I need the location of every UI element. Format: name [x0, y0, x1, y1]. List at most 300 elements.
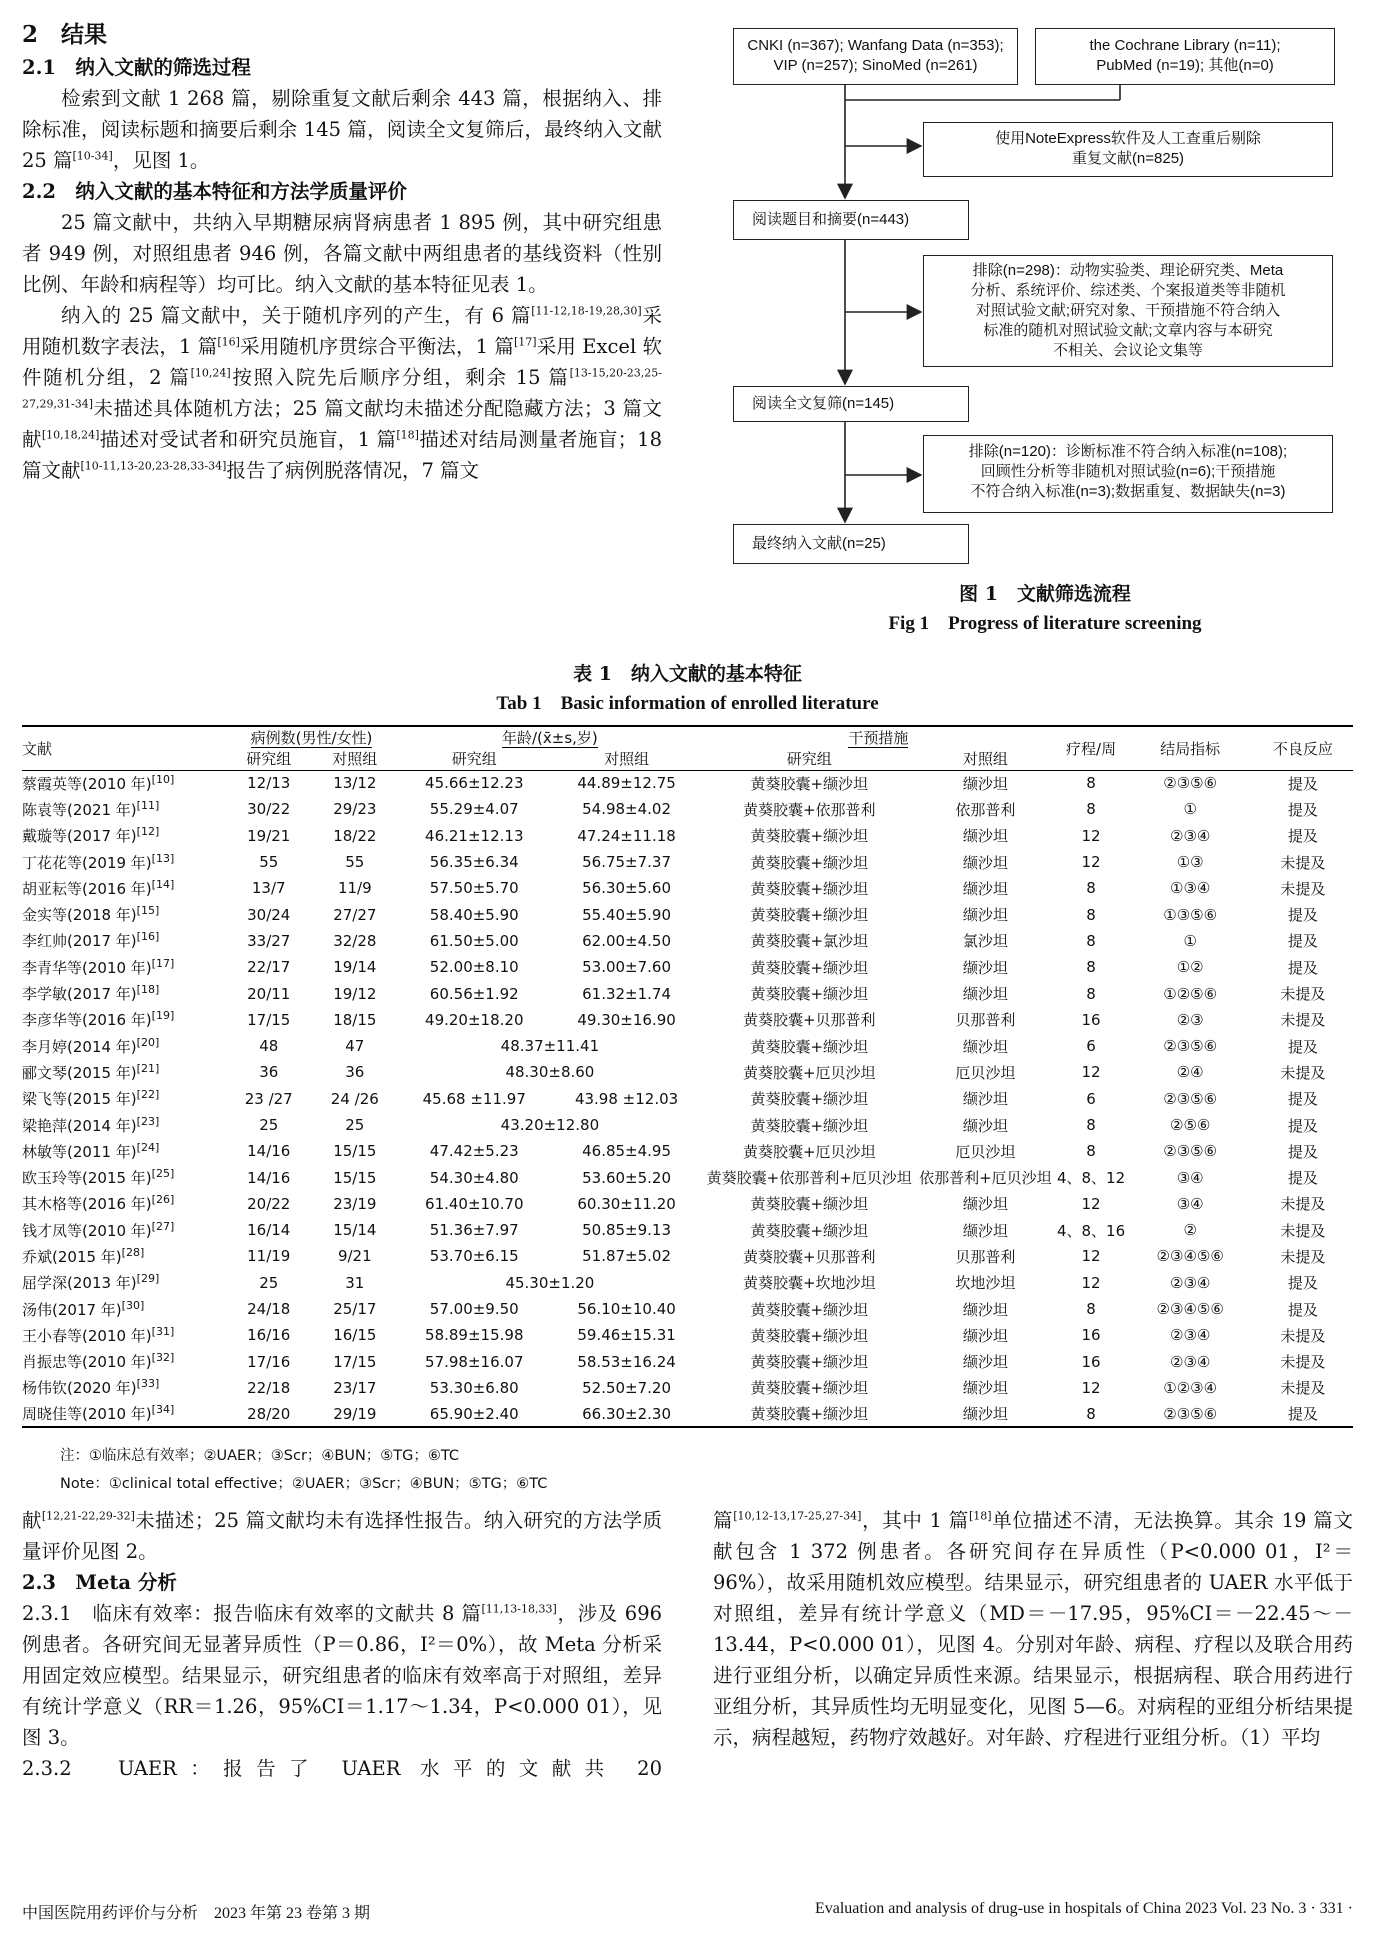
flow-diagram — [725, 0, 1365, 640]
citation: [21] — [136, 1061, 160, 1075]
header-intervention: 干预措施 — [702, 726, 1054, 748]
cell-adverse: 未提及 — [1280, 1379, 1326, 1398]
cell-control-intervention: 贝那普利 — [955, 1247, 1016, 1266]
cell-literature: 金实等(2018 年)[15] — [22, 904, 160, 925]
citation: [17] — [151, 956, 175, 970]
cell-study-intervention: 黄葵胶囊+缬沙坦 — [750, 1326, 869, 1345]
cell-control-cases: 9/21 — [337, 1247, 372, 1266]
cell-control-intervention: 缬沙坦 — [962, 827, 1008, 846]
header-outcome: 结局指标 — [1128, 726, 1253, 770]
cell-course: 12 — [1081, 1378, 1101, 1397]
cell-outcome: ②③④ — [1170, 1273, 1211, 1292]
cell-control-cases: 18/15 — [333, 1010, 377, 1029]
cell-outcome: ②③⑤⑥ — [1163, 1037, 1218, 1056]
cell-adverse: 提及 — [1287, 906, 1318, 925]
table-row — [22, 980, 1353, 1006]
cell-study-cases: 22/18 — [247, 1378, 291, 1397]
cell-study-age: 53.30±6.80 — [429, 1378, 519, 1397]
text-run: 采用随机序贯综合平衡法，1 篇 — [239, 335, 514, 358]
cell-control-intervention: 缬沙坦 — [962, 906, 1008, 925]
citation: [12,21-22,29-32] — [41, 1509, 135, 1523]
cell-control-age: 51.87±5.02 — [582, 1247, 672, 1266]
cell-course: 8 — [1086, 800, 1096, 819]
cell-study-intervention: 黄葵胶囊+贝那普利 — [742, 1011, 876, 1030]
footer-journal-cn: 中国医院用药评价与分析 2023 年第 23 卷第 3 期 — [22, 1905, 371, 1922]
cell-control-intervention: 贝那普利 — [955, 1011, 1016, 1030]
cell-study-intervention: 黄葵胶囊+缬沙坦 — [750, 1195, 869, 1214]
cell-outcome: ②③⑤⑥ — [1163, 1089, 1218, 1108]
cell-literature: 李红帅(2017 年)[16] — [22, 930, 160, 951]
cell-outcome: ②③ — [1176, 1010, 1204, 1029]
text-run: 描述对结局测量者施盲；18 篇文献 — [22, 428, 662, 482]
table-row — [22, 770, 1353, 796]
citation: [17] — [513, 335, 537, 349]
cell-course: 4、8、12 — [1056, 1169, 1126, 1188]
figure-caption-cn: 图 1 文献筛选流程 — [959, 583, 1131, 605]
text-run: 按照入院先后顺序分组，剩余 15 篇 — [230, 366, 570, 389]
cell-control-intervention: 缬沙坦 — [962, 853, 1008, 872]
citation: [10-11,13-20,23-28,33-34] — [80, 459, 227, 473]
cell-study-age: 46.21±12.13 — [425, 826, 524, 845]
cell-literature: 王小春等(2010 年)[31] — [22, 1324, 175, 1345]
cell-adverse: 未提及 — [1280, 1221, 1326, 1240]
cell-course: 8 — [1086, 958, 1096, 977]
cell-study-intervention: 黄葵胶囊+贝那普利 — [742, 1247, 876, 1266]
cell-control-cases: 31 — [345, 1273, 365, 1292]
table-row — [22, 1217, 1353, 1243]
table-row — [22, 1349, 1353, 1375]
cell-adverse: 提及 — [1287, 1037, 1318, 1056]
paragraph-bias-end — [22, 1505, 662, 1567]
cell-study-cases: 22/17 — [247, 958, 291, 977]
cell-outcome: ②③④⑤⑥ — [1156, 1247, 1224, 1266]
text-run: 未描述具体随机方法；25 篇文献均未描述分配隐藏方法；3 篇文献 — [22, 397, 662, 451]
cell-control-cases: 29/23 — [333, 800, 377, 819]
paragraph-2-3-2: 2.3.2 UAER：报告了 UAER 水平的文献共 20 — [22, 1757, 662, 1780]
cell-literature: 汤伟(2017 年)[30] — [22, 1298, 145, 1319]
cell-study-cases: 12/13 — [247, 774, 291, 793]
header-cases: 病例数(男性/女性) — [225, 726, 397, 748]
cell-adverse: 未提及 — [1280, 1326, 1326, 1345]
cell-control-age: 66.30±2.30 — [551, 1401, 702, 1427]
citation: [10,12-13,17-25,27-34] — [733, 1509, 862, 1523]
page-number: · 331 · — [1310, 1900, 1353, 1917]
cell-study-intervention: 黄葵胶囊+缬沙坦 — [750, 1037, 869, 1056]
table-note-cn: 注：①临床总有效率；②UAER；③Scr；④BUN；⑤TG；⑥TC — [60, 1448, 460, 1464]
text-run: 采用随机数字表法，1 篇 — [22, 304, 662, 358]
table-row — [22, 1086, 1353, 1112]
cell-study-cases: 20/11 — [247, 984, 291, 1003]
cell-adverse: 提及 — [1287, 932, 1318, 951]
cell-study-intervention: 黄葵胶囊+缬沙坦 — [750, 853, 869, 872]
citation: [10,18,24] — [41, 428, 100, 442]
cell-adverse: 提及 — [1287, 1169, 1318, 1188]
cell-course: 12 — [1081, 826, 1101, 845]
cell-course: 16 — [1081, 1326, 1101, 1345]
text-run: 献 — [22, 1509, 42, 1532]
cell-literature: 梁飞等(2015 年)[22] — [22, 1088, 160, 1109]
cell-control-age: 56.75±7.37 — [582, 853, 672, 872]
cell-control-intervention: 缬沙坦 — [962, 1379, 1008, 1398]
cell-outcome: ③④ — [1176, 1168, 1204, 1187]
cell-literature: 钱才凤等(2010 年)[27] — [22, 1219, 175, 1240]
table-row — [22, 1270, 1353, 1296]
cell-control-intervention: 缬沙坦 — [962, 1353, 1008, 1372]
table-row — [22, 1059, 1353, 1085]
cell-course: 8 — [1086, 1116, 1096, 1134]
cell-literature: 丁花花等(2019 年)[13] — [22, 851, 175, 872]
cell-study-cases: 33/27 — [247, 931, 291, 950]
cell-study-cases: 25 — [259, 1116, 279, 1134]
cell-control-age: 61.32±1.74 — [582, 984, 672, 1003]
cell-study-intervention: 黄葵胶囊+缬沙坦 — [750, 906, 869, 925]
cell-adverse: 提及 — [1287, 774, 1318, 793]
citation: [20] — [136, 1035, 160, 1049]
citation: [16] — [217, 335, 240, 349]
cell-study-cases: 25 — [259, 1273, 279, 1292]
cell-outcome: ①③ — [1176, 853, 1204, 872]
cell-study-cases: 14/16 — [247, 1142, 291, 1161]
cell-outcome: ②③④ — [1170, 1326, 1211, 1345]
cell-outcome: ②⑤⑥ — [1170, 1116, 1211, 1134]
table-note-en: Note：①clinical total effective；②UAER；③Scr；④BUN；⑤TG；⑥TC — [60, 1476, 548, 1492]
subsection-2-1-title: 2.1 纳入文献的筛选过程 — [22, 56, 251, 79]
cell-control-cases: 16/15 — [333, 1326, 377, 1345]
table-body — [22, 770, 1353, 1427]
cell-control-age: 60.30±11.20 — [577, 1194, 676, 1213]
header-study-age: 研究组 — [398, 748, 551, 770]
cell-course: 12 — [1081, 1194, 1101, 1213]
paragraph-randomization — [22, 300, 662, 486]
table-row — [22, 1322, 1353, 1348]
cell-adverse: 未提及 — [1280, 1063, 1326, 1082]
flow-box-english-databases: the Cochrane Library (n=11); PubMed (n=19); 其他(n=0) — [1035, 28, 1335, 85]
cell-control-intervention: 依那普利 — [955, 800, 1016, 819]
footer-journal-en: Evaluation and analysis of drug-use in hospitals of China 2023 Vol. 23 No. 3 · 331 · — [814, 1900, 1353, 1917]
flow-box-exclusion-2: 排除(n=120)：诊断标准不符合纳入标准(n=108); 回顾性分析等非随机对照试验(n=6);干预措施 不符合纳入标准(n=3);数据重复、数据缺失(n=3) — [923, 435, 1333, 513]
citation: [28] — [121, 1245, 145, 1259]
header-control-age: 对照组 — [551, 748, 702, 770]
cell-control-intervention: 缬沙坦 — [962, 1037, 1008, 1056]
text-run: 报告了病例脱落情况，7 篇文 — [226, 459, 480, 482]
citation: [14] — [151, 877, 175, 891]
cell-literature: 胡亚耘等(2016 年)[14] — [22, 877, 175, 898]
header-literature: 文献 — [22, 726, 225, 770]
cell-control-intervention: 缬沙坦 — [962, 958, 1008, 977]
citation: [27] — [151, 1219, 175, 1233]
cell-study-intervention: 黄葵胶囊+缬沙坦 — [750, 774, 869, 793]
cell-study-cases: 13/7 — [251, 879, 286, 898]
citation: [11-12,18-19,28,30] — [531, 304, 642, 318]
cell-literature: 乔斌(2015 年)[28] — [22, 1245, 145, 1266]
cell-study-cases: 19/21 — [247, 826, 291, 845]
cell-control-intervention: 氯沙坦 — [962, 932, 1008, 951]
cell-control-age: 62.00±4.50 — [582, 931, 672, 950]
citation: [11,13-18,33] — [481, 1602, 557, 1616]
cell-study-cases: 28/20 — [225, 1401, 312, 1427]
citation: [15] — [136, 904, 160, 918]
header-adverse: 不良反应 — [1253, 726, 1353, 770]
cell-study-intervention: 黄葵胶囊+缬沙坦 — [750, 958, 869, 977]
cell-outcome: ①② — [1176, 958, 1204, 977]
citation: [19] — [151, 1009, 175, 1023]
cell-control-age: 44.89±12.75 — [577, 774, 676, 793]
cell-control-cases: 15/14 — [333, 1221, 377, 1240]
cell-literature: 李学敏(2017 年)[18] — [22, 983, 160, 1004]
cell-course: 12 — [1081, 853, 1101, 872]
text-run: 2.3.1 临床有效率：报告临床有效率的文献共 8 篇 — [22, 1602, 482, 1625]
paragraph-2-1: 检索到文献 1 268 篇，剔除重复文献后剩余 443 篇，根据纳入、排除标准，阅读标题和摘要后剩余 145 篇，阅读全文复筛后，最终纳入文献 25 篇[10-34]，见图 1。 — [22, 87, 662, 172]
cell-course: 12 — [1081, 1247, 1101, 1266]
cell-control-age: 56.10±10.40 — [577, 1300, 676, 1319]
citation: [10,24] — [190, 366, 231, 380]
cell-course: 6 — [1086, 1037, 1096, 1056]
cell-control-intervention: 厄贝沙坦 — [955, 1063, 1016, 1082]
cell-literature: 屈学深(2013 年)[29] — [22, 1272, 160, 1293]
cell-age-merged: 48.30±8.60 — [505, 1063, 595, 1082]
cell-outcome: ②③⑤⑥ — [1163, 1142, 1218, 1161]
text-run: 单位描述不清，无法换算。其余 19 篇文献包含 1 372 例患者。各研究间存在异质性（P<0.000 01，I²＝96%），故采用随机效应模型。结果显示，研究组患者的 UAER 水平低于对照组，差异有统计学意义（MD＝－17.95，95%CI＝－22.45～－13.44，P<0.000 01），见图 4。分别对年龄、病程、疗程以及联合用药进行亚组分析，以确定异质性来源。结果显示，根据病程、联合用药进行亚组分析，其异质性均无明显变化，见图 5—6。对病程的亚组分析结果提示，病程越短，药物疗效越好。对年龄、疗程进行亚组分析。（1）平均 — [713, 1509, 1353, 1749]
cell-study-age: 53.70±6.15 — [429, 1247, 519, 1266]
citation: [10] — [151, 772, 175, 786]
cell-control-age: 58.53±16.24 — [577, 1352, 676, 1371]
cell-control-cases: 19/12 — [333, 984, 377, 1003]
cell-control-cases: 18/22 — [333, 826, 377, 845]
table-row — [22, 796, 1353, 822]
cell-study-age: 54.30±4.80 — [429, 1168, 519, 1187]
cell-control-cases: 25 — [345, 1116, 365, 1134]
cell-control-cases: 17/15 — [333, 1352, 377, 1371]
cell-control-intervention: 缬沙坦 — [916, 1401, 1054, 1427]
cell-study-cases: 30/22 — [247, 800, 291, 819]
cell-control-intervention: 缬沙坦 — [962, 985, 1008, 1004]
header-age: 年龄/(x̄±s,岁) — [398, 726, 703, 748]
cell-study-cases: 17/15 — [247, 1010, 291, 1029]
cell-adverse: 提及 — [1287, 1116, 1318, 1135]
cell-control-cases: 13/12 — [333, 774, 377, 793]
cell-study-intervention: 黄葵胶囊+缬沙坦 — [750, 1379, 869, 1398]
cell-outcome: ① — [1183, 931, 1197, 950]
cell-study-intervention: 黄葵胶囊+依那普利+厄贝沙坦 — [706, 1169, 912, 1188]
citation: [29] — [136, 1272, 160, 1286]
cell-course: 6 — [1086, 1089, 1096, 1108]
cell-study-cases: 36 — [259, 1063, 279, 1082]
cell-control-intervention: 缬沙坦 — [962, 1195, 1008, 1214]
citation: [11] — [136, 798, 160, 812]
table-row — [22, 1401, 1353, 1427]
cell-control-cases: 25/17 — [333, 1300, 377, 1319]
cell-adverse: 未提及 — [1280, 1011, 1326, 1030]
table-row — [22, 1007, 1353, 1033]
cell-study-age: 57.50±5.70 — [429, 879, 519, 898]
cell-course: 8 — [1086, 879, 1096, 898]
table-row — [22, 928, 1353, 954]
cell-control-intervention: 厄贝沙坦 — [955, 1142, 1016, 1161]
cell-study-age: 57.00±9.50 — [429, 1300, 519, 1319]
cell-outcome: ① — [1183, 800, 1197, 819]
text-run: ，涉及 696 例患者。各研究间无显著异质性（P＝0.86，I²＝0%），故 Meta 分析采用固定效应模型。结果显示，研究组患者的临床有效率高于对照组，差异有统计学意义（RR＝1.26，95%CI＝1.17～1.34，P<0.000 01），见图 3。 — [22, 1602, 663, 1749]
cell-study-intervention: 黄葵胶囊+缬沙坦 — [750, 1300, 869, 1319]
cell-course: 8 — [1086, 905, 1096, 924]
cell-study-cases: 30/24 — [247, 905, 291, 924]
table-row — [22, 954, 1353, 980]
text-run: 纳入的 25 篇文献中，关于随机序列的产生，有 6 篇 — [61, 304, 532, 327]
cell-study-intervention: 黄葵胶囊+缬沙坦 — [702, 1401, 916, 1427]
table-row — [22, 875, 1353, 901]
cell-control-age: 49.30±16.90 — [577, 1010, 676, 1029]
cell-adverse: 未提及 — [1280, 853, 1326, 872]
cell-control-age: 43.98 ±12.03 — [574, 1089, 679, 1108]
cell-study-age: 61.50±5.00 — [429, 931, 519, 950]
cell-control-age: 50.85±9.13 — [582, 1221, 672, 1240]
header-control-interv: 对照组 — [916, 748, 1054, 770]
citation: [33] — [136, 1377, 160, 1391]
cell-control-intervention: 坎地沙坦 — [955, 1274, 1016, 1293]
citation: [16] — [136, 930, 160, 944]
cell-study-age: 56.35±6.34 — [429, 853, 519, 872]
bottom-right-column — [713, 1505, 1353, 1753]
cell-control-age: 52.50±7.20 — [582, 1378, 672, 1397]
cell-control-cases: 29/19 — [312, 1401, 398, 1427]
cell-control-age: 46.85±4.95 — [582, 1142, 672, 1161]
citation: [25] — [151, 1167, 175, 1181]
cell-course: 12 — [1081, 1273, 1101, 1292]
cell-study-intervention: 黄葵胶囊+缬沙坦 — [750, 1090, 869, 1109]
cell-study-cases: 17/16 — [247, 1352, 291, 1371]
cell-control-cases: 27/27 — [333, 905, 377, 924]
citation: [32] — [151, 1351, 175, 1365]
cell-outcome: ② — [1183, 1221, 1197, 1240]
citation: [30] — [121, 1298, 145, 1312]
cell-study-age: 45.68 ±11.97 — [422, 1089, 526, 1108]
cell-course: 12 — [1081, 1063, 1101, 1082]
citation: [13-15,20-23,25-27,29,31-34] — [22, 366, 662, 411]
cell-literature: 李彦华等(2016 年)[19] — [22, 1009, 175, 1030]
cell-course: 8 — [1086, 931, 1096, 950]
cell-adverse: 提及 — [1287, 1300, 1318, 1319]
citation: [24] — [136, 1140, 160, 1154]
cell-literature: 欧玉玲等(2015 年)[25] — [22, 1167, 175, 1188]
citation: [31] — [151, 1324, 175, 1338]
cell-study-cases: 16/16 — [247, 1326, 291, 1345]
cell-control-intervention: 缬沙坦 — [962, 1090, 1008, 1109]
cell-control-cases: 55 — [345, 853, 365, 872]
cell-control-age: 53.00±7.60 — [582, 958, 672, 977]
cell-control-cases: 11/9 — [337, 879, 372, 898]
cell-control-cases: 36 — [345, 1063, 365, 1082]
table-row — [22, 1112, 1353, 1138]
cell-adverse: 提及 — [1287, 800, 1318, 819]
cell-adverse: 未提及 — [1280, 879, 1326, 898]
cell-adverse: 提及 — [1287, 1274, 1318, 1293]
cell-literature: 李月婷(2014 年)[20] — [22, 1035, 160, 1056]
cell-control-age: 55.40±5.90 — [582, 905, 672, 924]
cell-control-intervention: 缬沙坦 — [962, 1326, 1008, 1345]
cell-course: 4、8、16 — [1056, 1221, 1126, 1240]
cell-study-age: 61.40±10.70 — [425, 1194, 524, 1213]
cell-outcome: ①③⑤⑥ — [1163, 905, 1218, 924]
figure-caption-en: Fig 1 Progress of literature screening — [888, 613, 1202, 634]
cell-adverse: 提及 — [1287, 827, 1318, 846]
flow-box-chinese-databases: CNKI (n=367); Wanfang Data (n=353); VIP (n=257); SinoMed (n=261) — [733, 28, 1018, 85]
cell-adverse: 提及 — [1253, 1401, 1353, 1427]
paragraph-uaer — [713, 1505, 1353, 1753]
cell-literature: 陈袁等(2021 年)[11] — [22, 798, 160, 819]
cell-control-intervention: 缬沙坦 — [962, 879, 1008, 898]
cell-study-intervention: 黄葵胶囊+氯沙坦 — [750, 932, 869, 951]
cell-control-cases: 47 — [345, 1037, 365, 1056]
table-row — [22, 1033, 1353, 1059]
cell-study-intervention: 黄葵胶囊+缬沙坦 — [750, 1221, 869, 1240]
cell-adverse: 未提及 — [1280, 1195, 1326, 1214]
citation: [12] — [136, 825, 160, 839]
flow-box-full-text: 阅读全文复筛(n=145) — [733, 386, 969, 422]
cell-literature: 李青华等(2010 年)[17] — [22, 956, 175, 977]
cell-study-age: 58.40±5.90 — [429, 905, 519, 924]
cell-control-intervention: 缬沙坦 — [962, 1300, 1008, 1319]
cell-control-age: 59.46±15.31 — [577, 1326, 676, 1345]
cell-literature: 蔡霞英等(2010 年)[10] — [22, 772, 175, 793]
cell-control-intervention: 缬沙坦 — [962, 1221, 1008, 1240]
cell-study-intervention: 黄葵胶囊+缬沙坦 — [750, 985, 869, 1004]
cell-course: 8 — [1055, 1401, 1128, 1427]
cell-study-intervention: 黄葵胶囊+缬沙坦 — [750, 1353, 869, 1372]
cell-study-intervention: 黄葵胶囊+缬沙坦 — [750, 879, 869, 898]
flow-box-exclusion-1: 排除(n=298)：动物实验类、理论研究类、Meta 分析、系统评价、综述类、个案报道类等非随机 对照试验文献;研究对象、干预措施不符合纳入 标准的随机对照试验文献;文章内容与本研究 不相关、会议论文集等 — [923, 255, 1333, 367]
cell-outcome: ②③④ — [1170, 826, 1211, 845]
table-row — [22, 1375, 1353, 1401]
cell-literature: 周晓佳等(2010 年)[34] — [22, 1401, 225, 1427]
cell-study-age: 49.20±18.20 — [425, 1010, 524, 1029]
bottom-left-column — [22, 1505, 662, 1784]
cell-control-intervention: 依那普利+厄贝沙坦 — [919, 1169, 1052, 1188]
citation: [26] — [151, 1193, 175, 1207]
cell-age-merged: 43.20±12.80 — [500, 1116, 600, 1134]
cell-course: 8 — [1086, 1142, 1096, 1161]
table-row — [22, 823, 1353, 849]
table-row — [22, 1138, 1353, 1164]
cell-outcome: ③④ — [1176, 1194, 1204, 1213]
citation: [18] — [136, 983, 160, 997]
cell-course: 8 — [1086, 774, 1096, 793]
cell-control-age: 53.60±5.20 — [582, 1168, 672, 1187]
cell-control-age: 47.24±11.18 — [577, 826, 676, 845]
table-caption-en: Tab 1 Basic information of enrolled literature — [496, 693, 879, 714]
cell-study-age: 52.00±8.10 — [429, 958, 519, 977]
cell-literature: 肖振忠等(2010 年)[32] — [22, 1351, 175, 1372]
cell-study-age: 58.89±15.98 — [425, 1326, 524, 1345]
cell-study-intervention: 黄葵胶囊+缬沙坦 — [750, 827, 869, 846]
cell-control-cases: 32/28 — [333, 931, 377, 950]
text-run: 采用 Excel 软件随机分组，2 篇 — [22, 335, 663, 389]
cell-literature: 杨伟钦(2020 年)[33] — [22, 1377, 160, 1398]
cell-control-cases: 23/17 — [333, 1378, 377, 1397]
table-row — [22, 901, 1353, 927]
table-row — [22, 1164, 1353, 1190]
table-row — [22, 849, 1353, 875]
table-caption-cn: 表 1 纳入文献的基本特征 — [573, 663, 802, 685]
cell-course: 16 — [1081, 1352, 1101, 1371]
cell-study-cases: 55 — [259, 853, 279, 872]
citation: [13] — [151, 851, 175, 865]
citation: [23] — [136, 1114, 160, 1128]
cell-control-cases: 23/19 — [333, 1194, 377, 1213]
citation: [34] — [151, 1403, 175, 1417]
cell-control-cases: 19/14 — [333, 958, 377, 977]
cell-course: 8 — [1086, 1300, 1096, 1319]
cell-study-cases: 11/19 — [247, 1247, 291, 1266]
cell-control-cases: 15/15 — [333, 1168, 377, 1187]
